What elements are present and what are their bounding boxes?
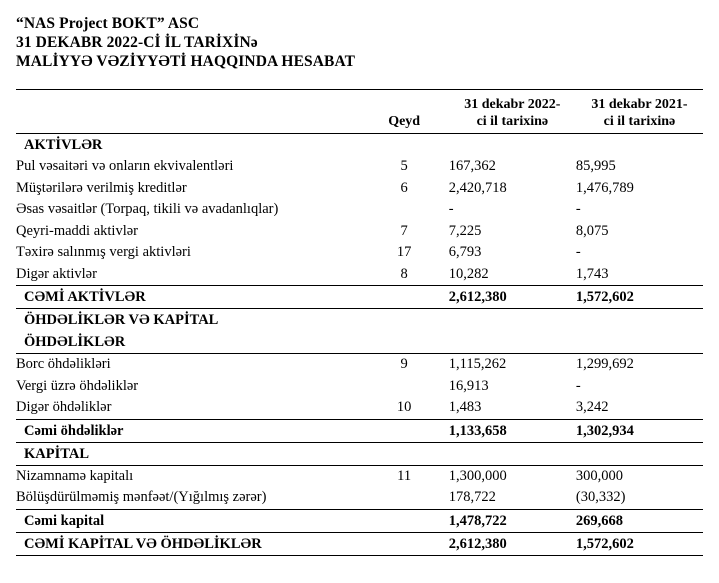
title-line-company: “NAS Project BOKT” ASC: [16, 15, 200, 32]
table-row: [16, 354, 703, 376]
row-note: 6: [400, 179, 408, 196]
total-note: [360, 286, 449, 309]
row-value-2022: 16,913: [448, 377, 489, 394]
header-year-2021-line2: ci il tarixinə: [603, 114, 676, 129]
header-year-2022: [449, 96, 576, 130]
row-value-2021: -: [575, 244, 581, 260]
table-header-row: [16, 96, 703, 130]
section-heading-liabilities-equity: [16, 309, 703, 332]
total-value-2022: 2,612,380: [449, 286, 576, 309]
row-value-2022: 6,793: [448, 244, 482, 260]
table-row: [16, 264, 703, 286]
total-note: [360, 419, 449, 442]
row-note: 9: [400, 356, 408, 372]
row-label: Vergi üzrə öhdəliklər: [16, 377, 139, 394]
total-label: Cəmi kapital: [16, 509, 360, 532]
table-row: [16, 397, 703, 419]
row-label: Digər öhdəliklər: [16, 399, 112, 415]
row-note: 17: [396, 244, 412, 260]
table-row: [16, 487, 703, 509]
row-value-2021: -: [575, 377, 581, 394]
row-value-2022: 167,362: [448, 158, 496, 174]
table-row: [16, 242, 703, 264]
row-label: Borс öhdəlikləri: [16, 356, 111, 372]
row-value-2021: 85,995: [575, 158, 616, 174]
row-value-2022: 1,483: [448, 399, 482, 415]
total-row-liabilities: [16, 419, 703, 442]
row-label: Digər aktivlər: [16, 265, 97, 282]
balance-sheet-table: [16, 89, 703, 556]
row-note: 8: [400, 265, 408, 282]
row-note: [360, 487, 449, 509]
row-note: 10: [396, 399, 412, 415]
header-year-2021-line1: 31 dekabr 2021-: [591, 97, 688, 112]
total-row-capital: [16, 509, 703, 532]
row-value-2021: 1,476,789: [575, 179, 634, 196]
grand-total-value-2021: 1,572,602: [576, 532, 703, 555]
header-year-2022-line2: ci il tarixinə: [476, 114, 549, 129]
row-label: Müştərilərə verilmiş kreditlər: [16, 179, 187, 196]
row-value-2021: 1,743: [575, 265, 609, 282]
total-label: Cəmi öhdəliklər: [16, 419, 360, 442]
row-value-2021: 8,075: [575, 222, 609, 239]
section-heading-assets: [16, 134, 703, 157]
section-subheading-liabilities-label: ÖHDƏLİKLƏR: [16, 331, 703, 354]
row-label: Nizamnamə kapitalı: [16, 467, 134, 484]
table-row: [16, 156, 703, 178]
total-value-2021: 1,302,934: [576, 419, 703, 442]
row-value-2021: (30,332): [575, 489, 626, 505]
row-value-2021: -: [575, 201, 581, 217]
grand-total-row: [16, 532, 703, 555]
row-note: 5: [400, 158, 408, 174]
row-label: Əsas vəsaitlər (Torpaq, tikili və avadanlıqlar): [16, 201, 279, 217]
row-value-2022: 178,722: [448, 489, 496, 505]
section-subheading-liabilities: [16, 331, 703, 354]
total-note: [360, 509, 449, 532]
title-line-statement: MALİYYƏ VƏZİYYƏTİ HAQQINDA HESABAT: [16, 53, 356, 70]
total-value-2022: 1,133,658: [449, 419, 576, 442]
section-heading-liabilities-equity-label: ÖHDƏLİKLƏR VƏ KAPİTAL: [24, 312, 219, 328]
grand-total-note: [360, 532, 449, 555]
total-label: CƏMİ AKTİVLƏR: [16, 286, 360, 309]
section-heading-capital-label: KAPİTAL: [16, 442, 703, 465]
header-label: [16, 96, 360, 130]
row-label: Qeyri-maddi aktivlər: [16, 222, 138, 239]
title-line-date: 31 DEKABR 2022-Cİ İL TARİXİNə: [16, 34, 258, 51]
row-value-2021: 3,242: [575, 399, 609, 415]
row-label: Pul vəsaitəri və onların ekvivalentləri: [16, 158, 234, 174]
header-year-2021: [576, 96, 703, 130]
row-value-2022: -: [448, 201, 454, 217]
row-value-2021: 1,299,692: [575, 356, 634, 372]
row-value-2022: 10,282: [448, 265, 489, 282]
document-title: [16, 14, 703, 71]
grand-total-value-2022: 2,612,380: [449, 532, 576, 555]
table-row: [16, 199, 703, 221]
row-note: 11: [397, 467, 412, 484]
total-value-2022: 1,478,722: [449, 509, 576, 532]
total-row-assets: [16, 286, 703, 309]
header-note: Qeyd: [388, 114, 421, 129]
row-value-2021: 300,000: [575, 467, 624, 484]
header-year-2022-line1: 31 dekabr 2022-: [464, 97, 561, 112]
total-value-2021: 1,572,602: [576, 286, 703, 309]
section-heading-assets-label: AKTİVLƏR: [24, 137, 103, 153]
row-note: [360, 199, 449, 221]
row-value-2022: 1,115,262: [448, 356, 507, 372]
row-note: [360, 376, 449, 398]
grand-total-label: CƏMİ KAPİTAL VƏ ÖHDƏLİKLƏR: [16, 532, 360, 555]
row-label: Bölüşdürülməmiş mənfəət/(Yığılmış zərər): [16, 489, 267, 505]
section-heading-capital: [16, 442, 703, 465]
row-value-2022: 1,300,000: [448, 467, 507, 484]
table-row: [16, 465, 703, 487]
row-value-2022: 7,225: [448, 222, 482, 239]
row-label: Təxirə salınmış vergi aktivləri: [16, 244, 191, 260]
table-row: [16, 376, 703, 398]
total-value-2021: 269,668: [576, 509, 703, 532]
table-row: [16, 221, 703, 243]
row-value-2022: 2,420,718: [448, 179, 507, 196]
table-row: [16, 178, 703, 200]
row-note: 7: [400, 222, 408, 239]
